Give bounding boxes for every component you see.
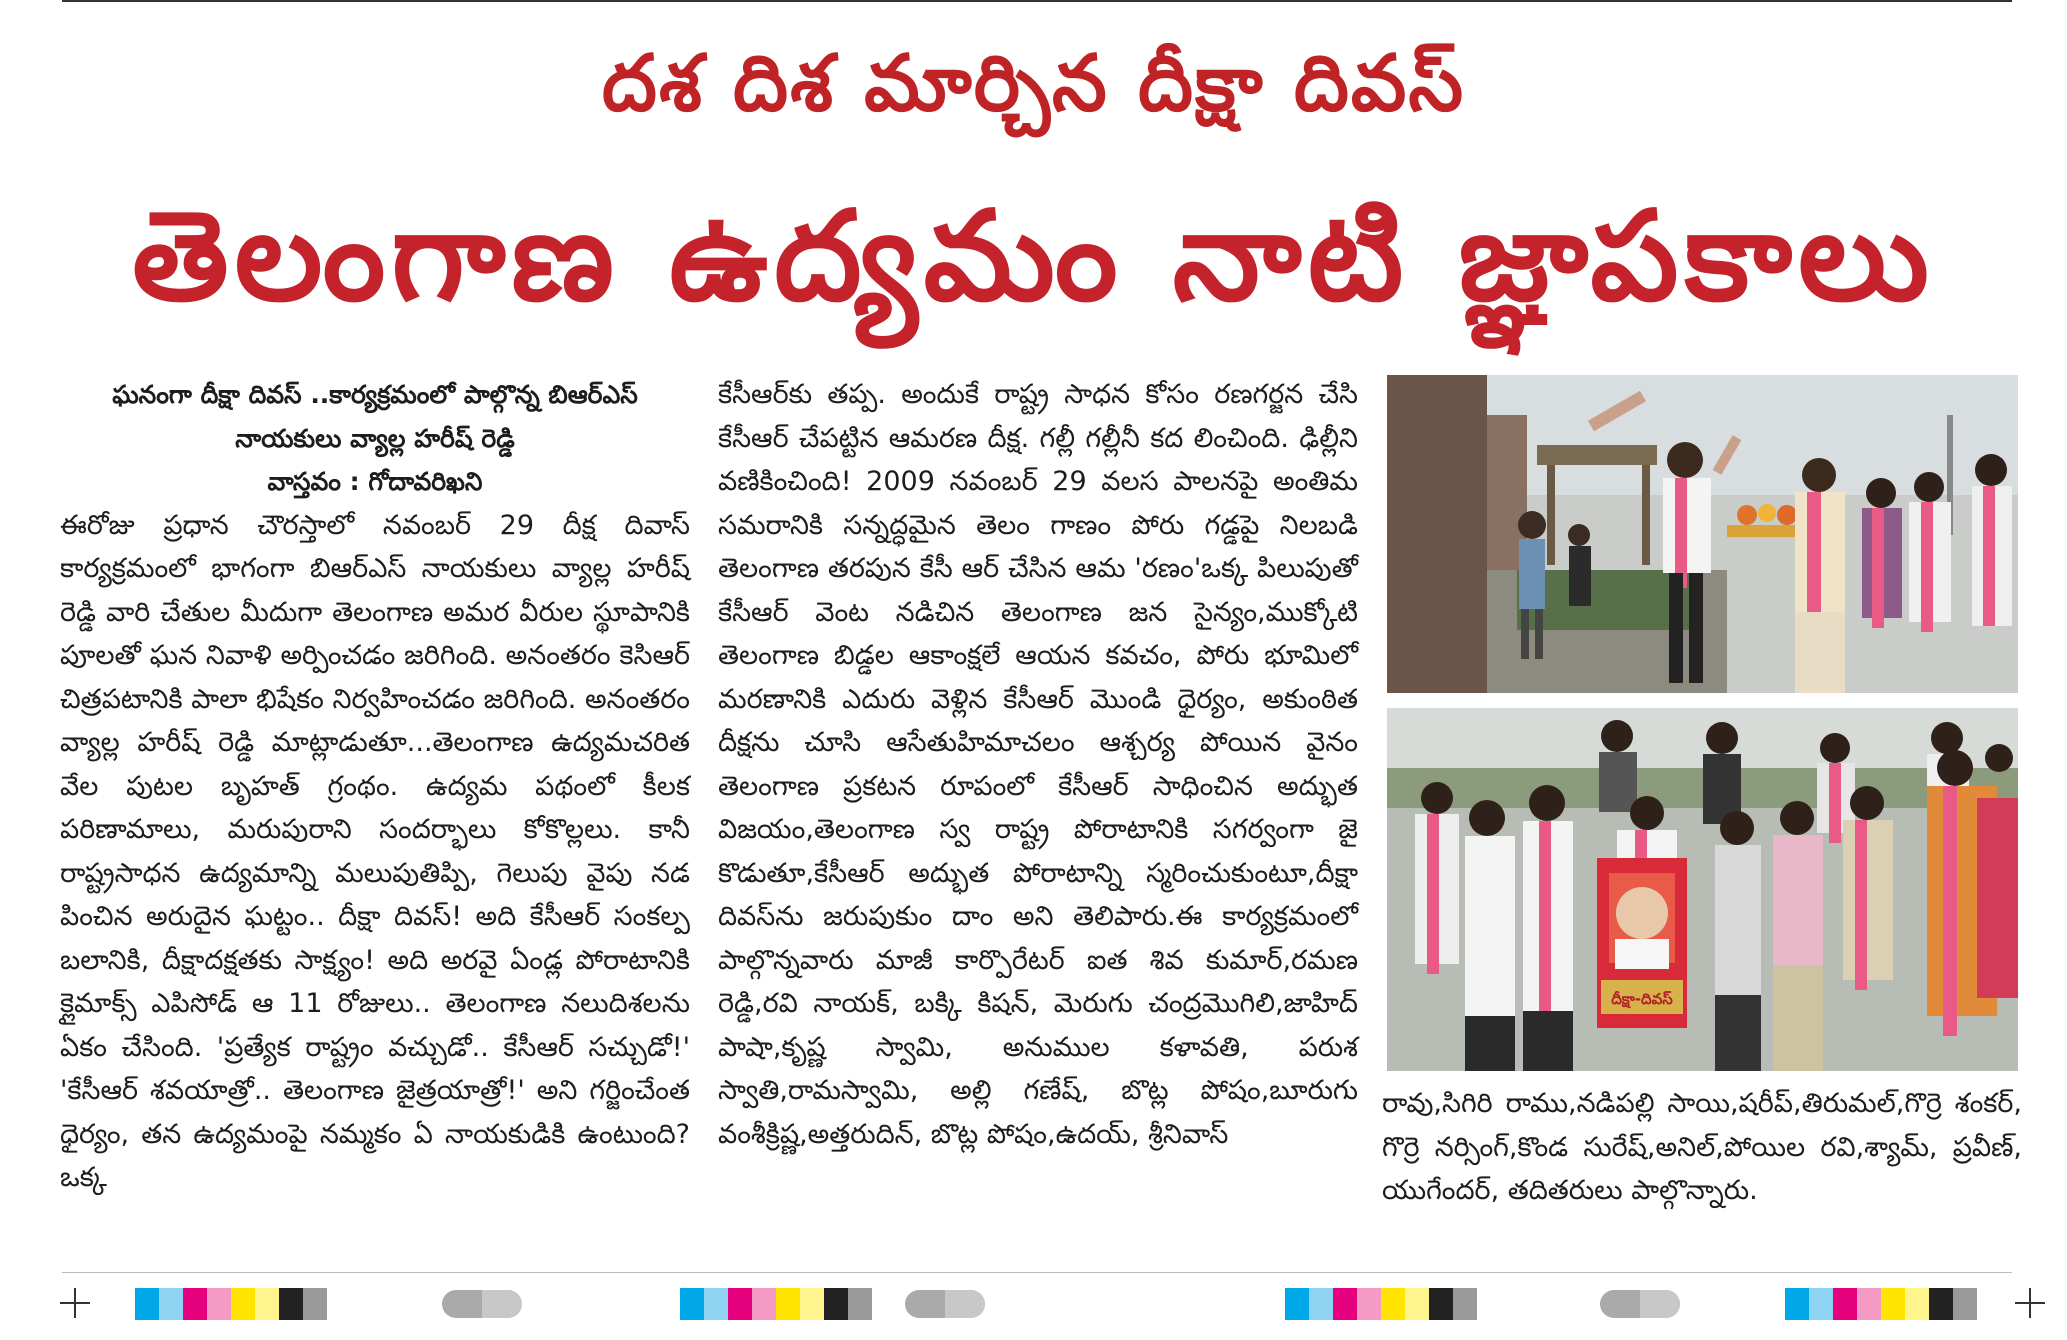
gray-pill-mark-3 xyxy=(1600,1290,1680,1318)
color-swatch xyxy=(1833,1288,1857,1320)
color-swatch xyxy=(752,1288,776,1320)
color-swatch xyxy=(1429,1288,1453,1320)
color-swatch xyxy=(207,1288,231,1320)
color-swatch xyxy=(1405,1288,1429,1320)
gray-pill-mark-2 xyxy=(905,1290,985,1318)
article-column-1 xyxy=(60,373,690,1200)
article-kicker: దశ దిశ మార్చిన దీక్షా దివస్ xyxy=(601,39,1466,129)
body-text-column-1: ఈరోజు ప్రధాన చౌరస్తాలో నవంబర్ 29 దీక్ష దివాస్ కార్యక్రమంలో భాగంగా బిఆర్ఎస్ నాయకులు వ్యాల్ల హరీష్ రెడ్డి వారి చేతుల మీదుగా తెలంగాణ అమర వీరుల స్థూపానికి పూలతో ఘన నివాళి అర్పించడం జరిగింది. అనంతరం కెసిఆర్ చిత్రపటానికి పాలా భిషేకం నిర్వహించడం జరిగింది. అనంతరం వ్యాల్ల హరీష్ రెడ్డి మాట్లాడుతూ...తెలంగాణ ఉద్యమచరిత వేల పుటల బృహత్ గ్రంథం. ఉద్యమ పథంలో కీలక పరిణామాలు, మరుపురాని సందర్భాలు కోకొల్లలు. కానీ రాష్ట్రసాధన ఉద్యమాన్ని మలుపుతిప్పి, గెలుపు వైపు నడ పించిన అరుదైన ఘట్టం.. దీక్షా దివస్! అది కేసీఆర్ సంకల్ప బలానికి, దీక్షాదక్షతకు సాక్ష్యం! అది అరవై ఏండ్ల పోరాటానికి క్లైమాక్స్ ఎపిసోడ్ ఆ 11 రోజులు.. తెలంగాణ నలుదిశలను ఏకం చేసింది. 'ప్రత్యేక రాష్ట్రం వచ్చుడో.. కేసీఆర్ సచ్చుడో!' 'కేసీఆర్ శవయాత్రో.. తెలంగాణ జైత్రయాత్రో!' అని గర్జించేంత ధైర్యం, తన ఉద్యమంపై నమ్మకం ఏ నాయకుడికి ఉంటుంది? ఒక్క xyxy=(60,509,690,1193)
article-headline: తెలంగాణ ఉద్యమం నాటి జ్ఞాపకాలు xyxy=(132,185,1935,329)
color-swatch xyxy=(680,1288,704,1320)
color-swatch xyxy=(1357,1288,1381,1320)
color-swatch xyxy=(704,1288,728,1320)
color-swatch xyxy=(1381,1288,1405,1320)
intro-line-1: ఘనంగా దీక్షా దివస్ ..కార్యక్రమంలో పాల్గొన్న బిఆర్ఎస్ xyxy=(112,380,638,409)
color-swatch xyxy=(279,1288,303,1320)
color-swatch xyxy=(159,1288,183,1320)
crop-rule xyxy=(62,1272,2012,1273)
color-swatch-bar-4 xyxy=(1785,1288,1977,1320)
color-swatch xyxy=(776,1288,800,1320)
banner-label: దీక్షా-దివస్ xyxy=(1611,990,1673,1008)
article-column-2 xyxy=(718,373,1358,1156)
color-swatch xyxy=(1857,1288,1881,1320)
dateline: వాస్తవం : గోదావరిఖని xyxy=(267,467,483,496)
color-swatch xyxy=(1881,1288,1905,1320)
color-swatch xyxy=(1333,1288,1357,1320)
color-swatch-bar-3 xyxy=(1285,1288,1477,1320)
news-photo-tribute xyxy=(1387,375,2018,693)
color-swatch xyxy=(1285,1288,1309,1320)
color-swatch xyxy=(728,1288,752,1320)
color-swatch-bar-1 xyxy=(135,1288,327,1320)
color-swatch xyxy=(848,1288,872,1320)
color-swatch xyxy=(1953,1288,1977,1320)
color-swatch xyxy=(1929,1288,1953,1320)
color-swatch xyxy=(183,1288,207,1320)
article-column-3 xyxy=(1382,1082,2022,1213)
color-swatch xyxy=(824,1288,848,1320)
body-text-column-3: రావు,సిగిరి రాము,నడిపల్లి సాయి,షరీప్,తిరుమల్,గొర్రె శంకర్, గొర్రె నర్సింగ్,కొండ సురేష్,అనిల్,పోయిల రవి,శ్యామ్, ప్రవీణ్, యుగేందర్, తదితరులు పాల్గొన్నారు. xyxy=(1382,1088,2022,1206)
color-swatch xyxy=(231,1288,255,1320)
photo-tribute-image xyxy=(1387,375,2018,693)
gray-pill-mark-1 xyxy=(442,1290,522,1318)
top-rule xyxy=(62,0,2012,2)
color-swatch xyxy=(800,1288,824,1320)
registration-cross-right xyxy=(2015,1288,2045,1318)
body-text-column-2: కేసీఆర్‌కు తప్ప. అందుకే రాష్ట్ర సాధన కోసం రణగర్జన చేసి కేసీఆర్ చేపట్టిన ఆమరణ దీక్ష. గల్లీ గల్లీనీ కద లించింది. ఢిల్లీని వణికించింది! 2009 నవంబర్ 29 వలస పాలనపై అంతిమ సమరానికి సన్నద్ధమైన తెలం గాణం పోరు గడ్డపై నిలబడి తెలంగాణ తరపున కేసీ ఆర్ చేసిన ఆమ 'రణం'ఒక్క పిలుపుతో కేసీఆర్ వెంట నడిచిన తెలంగాణ జన సైన్యం,ముక్కోటి తెలంగాణ బిడ్డల ఆకాంక్షలే ఆయన కవచం, పోరు భూమిలో మరణానికి ఎదురు వెళ్లిన కేసీఆర్ మొండి ధైర్యం, అకుంఠిత దీక్షను చూసి ఆసేతుహిమాచలం ఆశ్చర్య పోయిన వైనం తెలంగాణ ప్రకటన రూపంలో కేసీఆర్ సాధించిన అద్భుత విజయం,తెలంగాణ స్వ రాష్ట్ర పోరాటానికి సగర్వంగా జై కొడుతూ,కేసీఆర్ అద్భుత పోరాటాన్ని స్మరించుకుంటూ,దీక్షా దివస్‌ను జరుపుకుం దాం అని తెలిపారు.ఈ కార్యక్రమంలో పాల్గొన్నవారు మాజీ కార్పొరేటర్ ఐత శివ కుమార్,రమణ రెడ్డి,రవి నాయక్, బక్కి కిషన్, మెరుగు చంద్రమొగిలి,జాహిద్ పాషా,కృష్ణ స్వామి, అనుముల కళావతి, పరుశ స్వాతి,రామస్వామి, అల్లి గణేష్, బొట్ల పోషం,బూరుగు వంశీక్రిష్ణ,అత్తరుదిన్, బొట్ల పోషం,ఉదయ్, శ్రీనివాస్ xyxy=(718,379,1358,1150)
registration-cross-left xyxy=(60,1288,90,1318)
color-swatch-bar-2 xyxy=(680,1288,872,1320)
intro-line-2: నాయకులు వ్యాల్ల హరీష్ రెడ్డి xyxy=(235,423,515,453)
color-swatch xyxy=(255,1288,279,1320)
color-swatch xyxy=(303,1288,327,1320)
news-photo-felicitation xyxy=(1387,708,2018,1071)
color-swatch xyxy=(135,1288,159,1320)
article-intro xyxy=(60,373,690,504)
color-swatch xyxy=(1905,1288,1929,1320)
color-swatch xyxy=(1309,1288,1333,1320)
color-swatch xyxy=(1785,1288,1809,1320)
color-swatch xyxy=(1453,1288,1477,1320)
photo-felicitation-image xyxy=(1387,708,2018,1071)
color-swatch xyxy=(1809,1288,1833,1320)
